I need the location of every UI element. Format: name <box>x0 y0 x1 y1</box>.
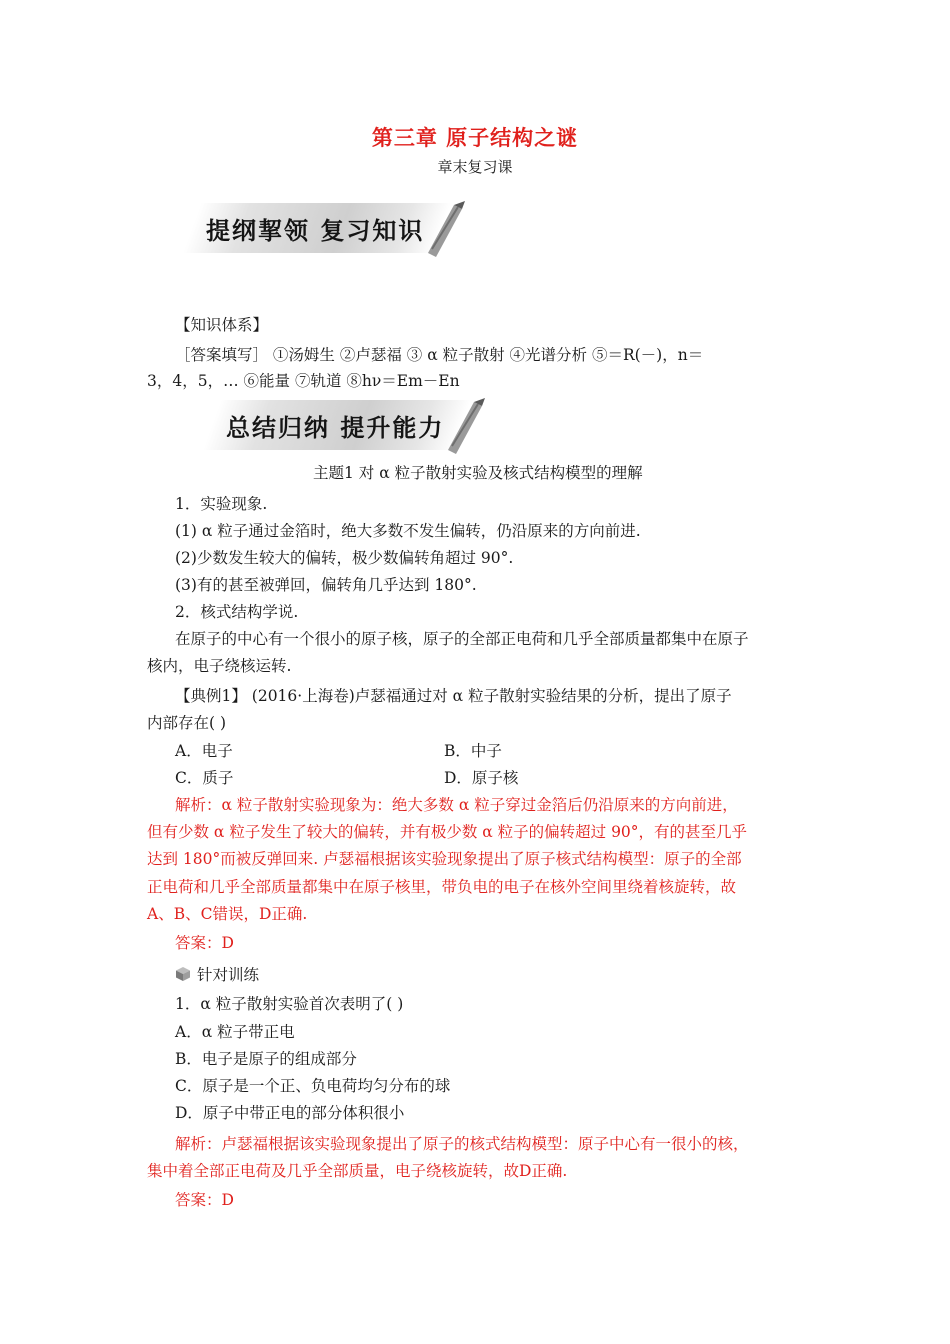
analysis-text: 但有少数 α 粒子发生了较大的偏转，并有极少数 α 粒子的偏转超过 90°，有的甚至几乎 <box>147 823 748 841</box>
paragraph: (1) α 粒子通过金箔时，绝大多数不发生偏转，仍沿原来的方向前进. <box>175 522 641 540</box>
option-c: C．原子是一个正、负电荷均匀分布的球 <box>175 1077 451 1095</box>
training-heading <box>175 964 259 986</box>
training-heading-label: 针对训练 <box>197 966 260 984</box>
section-banner-review <box>192 203 462 253</box>
paragraph: 2．核式结构学说. <box>175 603 299 621</box>
paragraph: 1．实验现象. <box>175 495 268 513</box>
cube-icon <box>175 966 191 982</box>
question: 1．α 粒子散射实验首次表明了( ) <box>175 995 404 1013</box>
section-banner-summary <box>212 400 482 450</box>
knowledge-heading: 【知识体系】 <box>175 316 269 334</box>
banner-text: 提纲挈领 复习知识 <box>206 217 425 245</box>
example-stem: 【典例1】 (2016·上海卷)卢瑟福通过对 α 粒子散射实验结果的分析，提出了原子 <box>175 687 732 705</box>
example-stem: 内部存在( ) <box>147 714 227 732</box>
analysis-text: A、B、C错误，D正确. <box>147 905 308 923</box>
paragraph: (2)少数发生较大的偏转，极少数偏转角超过 90°. <box>175 549 514 567</box>
paragraph: 在原子的中心有一个很小的原子核，原子的全部正电荷和几乎全部质量都集中在原子 <box>175 630 749 648</box>
answer-text: 答案：D <box>175 934 234 952</box>
analysis-text: 集中着全部正电荷及几乎全部质量，电子绕核旋转，故D正确. <box>147 1162 568 1180</box>
option-b: B．中子 <box>444 742 502 760</box>
paragraph: 核内，电子绕核运转. <box>147 657 292 675</box>
analysis-text: 解析：卢瑟福根据该实验现象提出了原子的核式结构模型：原子中心有一很小的核， <box>175 1135 749 1153</box>
analysis-text: 达到 180°而被反弹回来. 卢瑟福根据该实验现象提出了原子核式结构模型：原子的全部 <box>147 850 742 868</box>
option-b: B．电子是原子的组成部分 <box>175 1050 357 1068</box>
answer-line: ［答案填写］ ①汤姆生 ②卢瑟福 ③ α 粒子散射 ④光谱分析 ⑤＝R(－)，n＝ <box>175 346 704 364</box>
paragraph: (3)有的甚至被弹回，偏转角几乎达到 180°. <box>175 576 477 594</box>
option-a: A．电子 <box>175 742 233 760</box>
pen-icon <box>440 396 488 454</box>
analysis-text: 解析：α 粒子散射实验现象为：绝大多数 α 粒子穿过金箔后仍沿原来的方向前进， <box>175 796 738 814</box>
answer-line: 3，4，5，… ⑥能量 ⑦轨道 ⑧hν＝Em－En <box>147 372 460 390</box>
option-d: D．原子核 <box>444 769 519 787</box>
chapter-title: 第三章 原子结构之谜 <box>371 125 579 150</box>
option-a: A．α 粒子带正电 <box>175 1023 295 1041</box>
chapter-subtitle: 章末复习课 <box>437 158 513 176</box>
option-d: D．原子中带正电的部分体积很小 <box>175 1104 405 1122</box>
topic-heading: 主题1 对 α 粒子散射实验及核式结构模型的理解 <box>313 464 643 482</box>
banner-text: 总结归纳 提升能力 <box>226 414 445 442</box>
option-c: C．质子 <box>175 769 234 787</box>
pen-icon <box>420 199 468 257</box>
analysis-text: 正电荷和几乎全部质量都集中在原子核里，带负电的电子在核外空间里绕着核旋转，故 <box>147 878 737 896</box>
answer-text: 答案：D <box>175 1191 234 1209</box>
